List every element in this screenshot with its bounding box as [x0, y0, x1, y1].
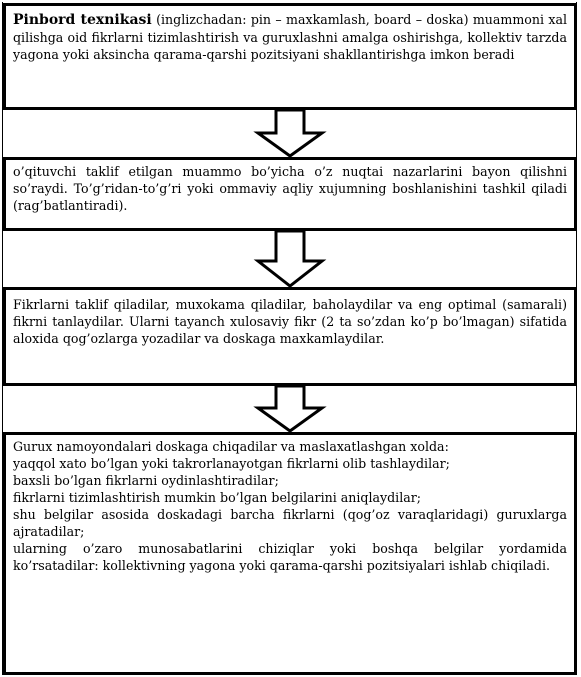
ideas-step-text: Fikrlarni taklif qiladilar, muxokama qiladilar, baholaydilar va eng optimal (samarali) fikrni tanlaydilar. Ularni tayanch xulosaviy fikr (2 ta so’zdan ko’p bo’lmagan) sifatida aloxida qog’ozlarga yozadilar va doskaga maxkamlaydilar.: [13, 297, 567, 346]
down-arrow-2: [240, 231, 340, 287]
group-step-line-4: fikrlarni tizimlashtirish mumkin bo’lgan belgilarini aniqlaydilar;: [13, 490, 421, 505]
down-arrow-1: [240, 110, 340, 157]
teacher-step-text: o’qituvchi taklif etilgan muammo bo’yicha o’z nuqtai nazarlarini bayon qilishni so’raydi. To’g’ridan-to’g’ri yoki ommaviy aqliy xujumning boshlanishini tashkil qiladi (rag’batlantiradi).: [13, 164, 567, 213]
step-box-4: [3, 432, 577, 675]
technique-description: (inglizchadan: pin – maxkamlash, board – doska) muammoni xal qilishga oid fikrlarni tizimlashtirish va guruxlashni amalga oshirishga, kollektiv tarzda yagona yoki aksincha qarama-qarshi pozitsiyani shakllantirishga imkon beradi: [13, 12, 567, 62]
group-step-line-5: shu belgilar asosida doskadagi barcha fikrlarni (qog’oz varaqlaridagi) guruxlarga ajratadilar;: [13, 507, 567, 539]
group-step-line-6: ularning o’zaro munosabatlarini chiziqlar yoki boshqa belgilar yordamida ko’rsatadilar: kollektivning yagona yoki qarama-qarshi pozitsiyalari ishlab chiqiladi.: [13, 541, 567, 573]
down-arrow-3: [240, 386, 340, 432]
step-box-1: [3, 3, 577, 110]
technique-title: Pinbord texnikasi: [13, 12, 152, 28]
step-box-2: [3, 157, 577, 231]
group-step-line-1: Gurux namoyondalari doskaga chiqadilar va maslaxatlashgan xolda:: [13, 439, 449, 454]
group-step-line-2: yaqqol xato bo’lgan yoki takrorlanayotgan fikrlarni olib tashlaydilar;: [13, 456, 450, 471]
group-step-line-3: baxsli bo’lgan fikrlarni oydinlashtiradilar;: [13, 473, 279, 488]
step-box-3: [3, 287, 577, 386]
